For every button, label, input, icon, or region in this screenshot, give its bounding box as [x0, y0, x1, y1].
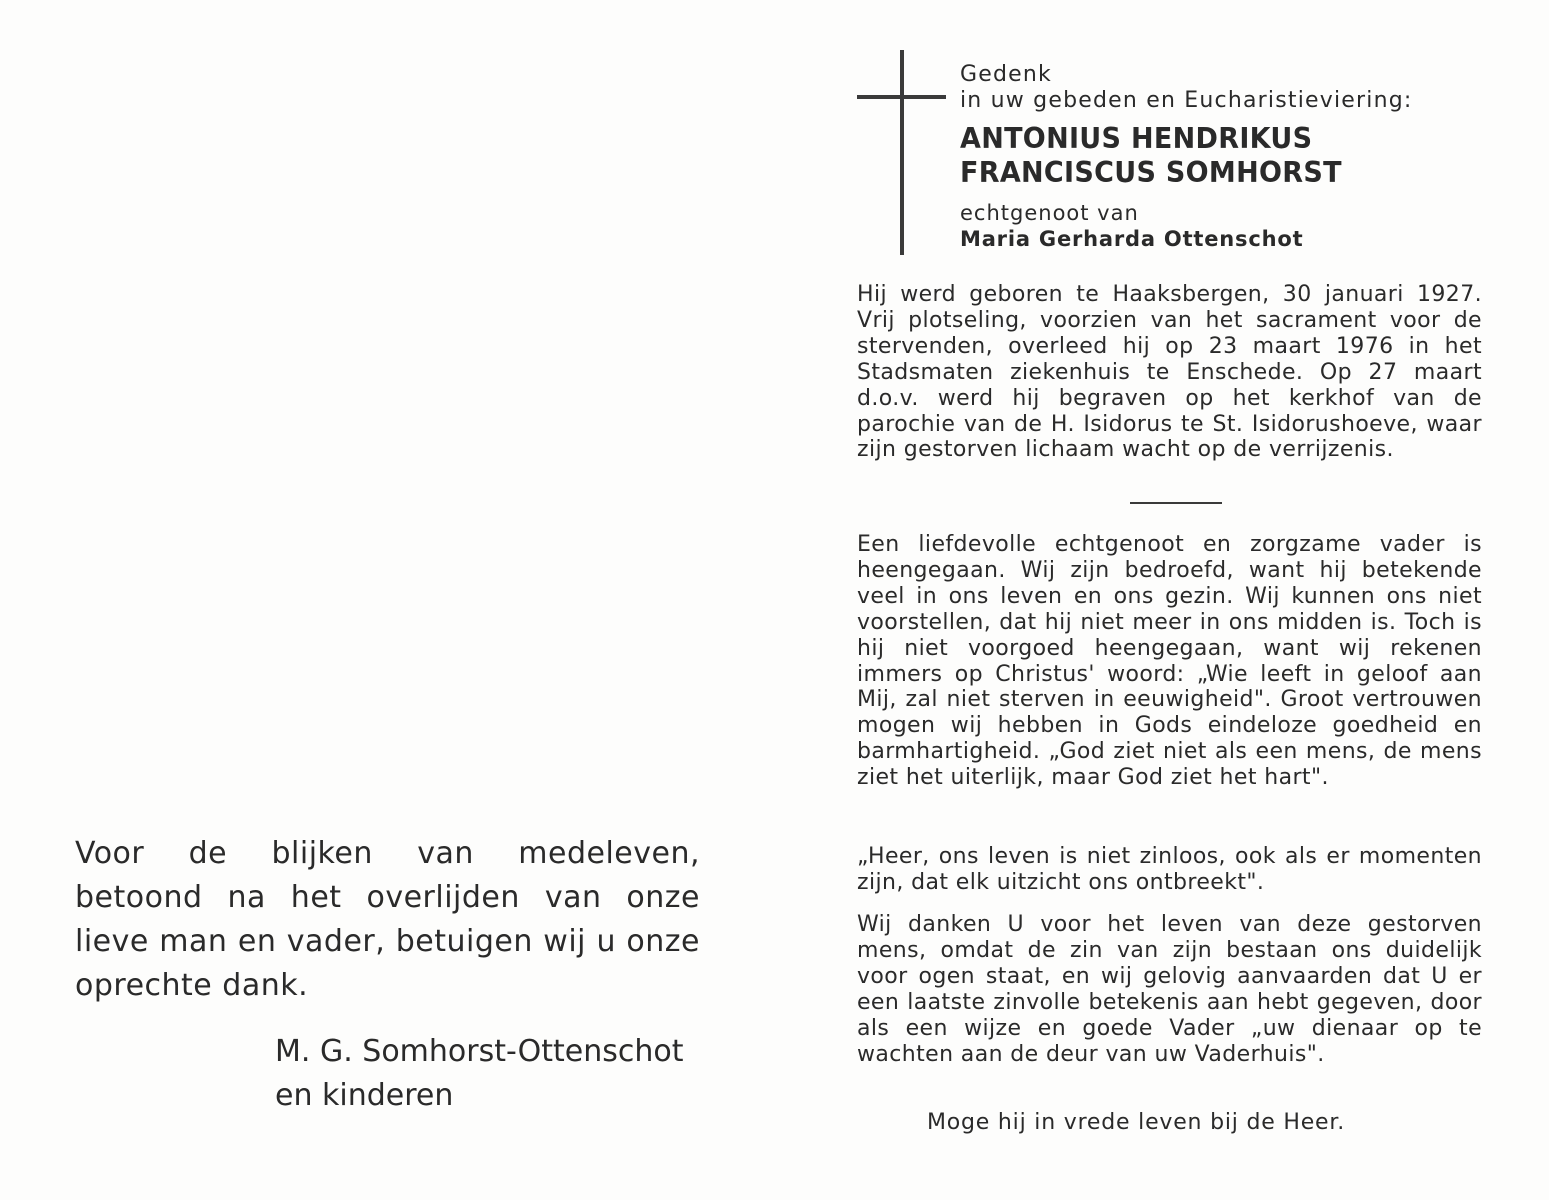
cross-icon [900, 50, 904, 255]
thanks-paragraph: Wij danken U voor het leven van deze gestorven mens, omdat de zin van zijn bestaan ons duidelijk voor ogen staat, en wij gelovig aanvaarden dat U er een laatste zinvolle betekenis aan hebt gegeven, door als een wijze en goede Vader „uw dienaar op te wachten aan de deur van uw Vaderhuis". [857, 912, 1482, 1067]
signature [275, 1030, 684, 1118]
deceased-name-line-2: FRANCISCUS SOMHORST [960, 157, 1342, 190]
deceased-name-line-1: ANTONIUS HENDRIKUS [960, 123, 1313, 156]
memorial-header [960, 62, 1480, 252]
spouse-intro: echtgenoot van [960, 201, 1139, 225]
thanks-message: Voor de blijken van medeleven, betoond na het overlijden van onze lieve man en vader, betuigen wij u onze oprechte dank. [75, 836, 700, 1003]
biography-paragraph: Hij werd geboren te Haaksbergen, 30 januari 1927. Vrij plotseling, voorzien van het sacrament voor de stervenden, overleed hij op 23 maart 1976 in het Stadsmaten ziekenhuis te Enschede. Op 27 maart d.o.v. werd hij begraven op het kerkhof van de parochie van de H. Isidorus te St. Isidorushoeve, waar zijn gestorven lichaam wacht op de verrijzenis. [857, 282, 1482, 463]
signature-family: en kinderen [275, 1078, 454, 1113]
tribute-paragraph: Een liefdevolle echtgenoot en zorgzame vader is heengegaan. Wij zijn bedroefd, want hij betekende veel in ons leven en ons gezin. Wij kunnen ons niet voorstellen, dat hij niet meer in ons midden is. Toch is hij niet voorgoed heengegaan, want wij rekenen immers op Christus' woord: „Wie leeft in geloof aan Mij, zal niet sterven in eeuwigheid". Groot vertrouwen mogen wij hebben in Gods eindeloze goedheid en barmhartigheid. „God ziet niet als een mens, de mens ziet het uiterlijk, maar God ziet het hart". [857, 532, 1482, 791]
signature-name: M. G. Somhorst-Ottenschot [275, 1034, 684, 1069]
closing-line: Moge hij in vrede leven bij de Heer. [927, 1110, 1345, 1135]
intro-line-1: Gedenk [960, 62, 1052, 87]
divider [1130, 502, 1222, 504]
quote-paragraph: „Heer, ons leven is niet zinloos, ook als er momenten zijn, dat elk uitzicht ons ontbreekt". [857, 844, 1482, 895]
spouse-block [960, 200, 1480, 252]
intro-line-2: in uw gebeden en Eucharistieviering: [960, 88, 1413, 113]
spouse-name: Maria Gerharda Ottenschot [960, 227, 1304, 251]
cross-icon-bar [857, 95, 946, 99]
deceased-name [960, 122, 1480, 190]
